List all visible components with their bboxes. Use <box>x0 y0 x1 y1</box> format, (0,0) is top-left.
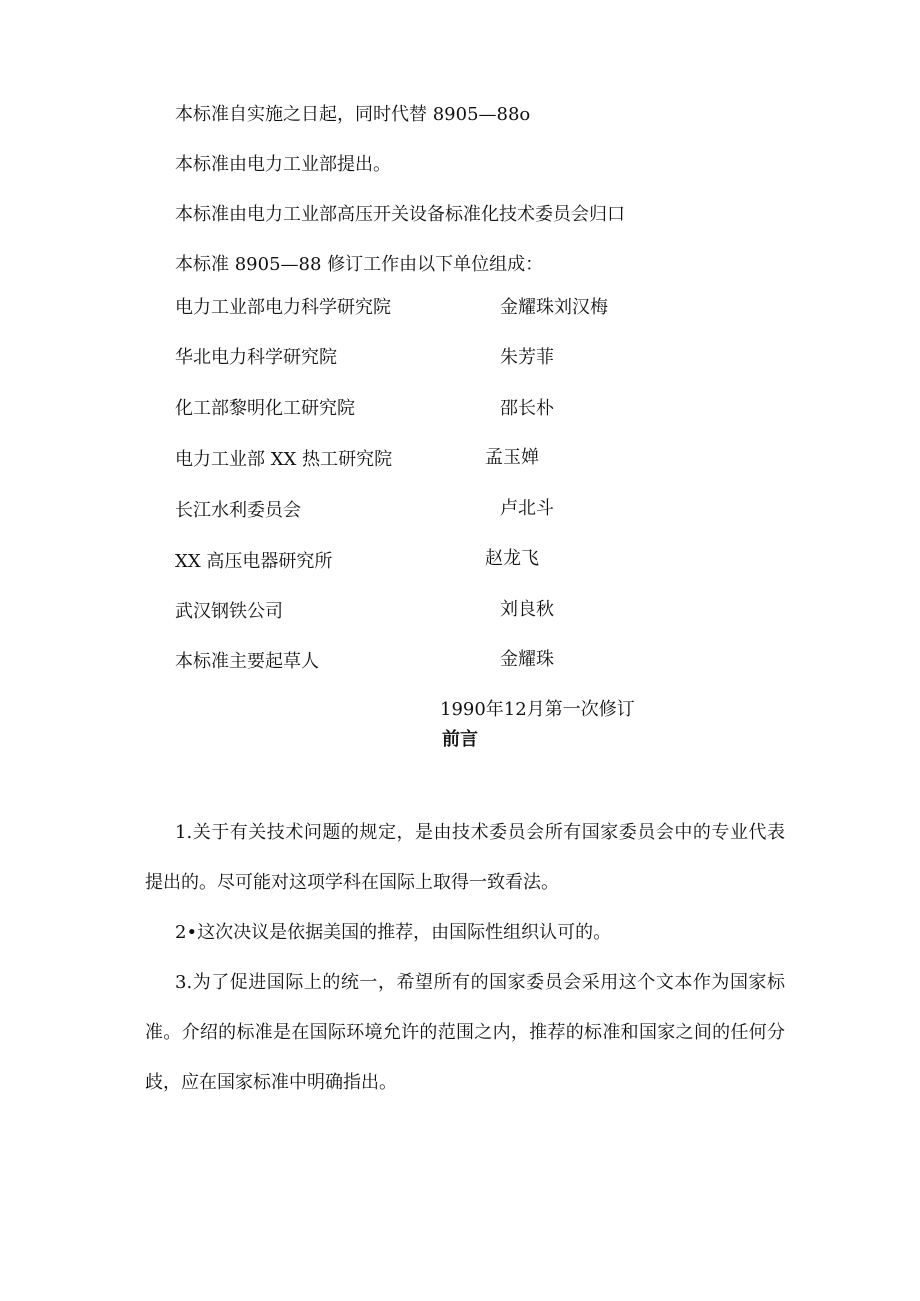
unit-org: XX 高压电器研究所 <box>175 551 333 572</box>
unit-org: 本标准主要起草人 <box>175 651 319 672</box>
preface-paragraph: 1.关于有关技术问题的规定，是由技术委员会所有国家委员会中的专业代表提出的。尽可能对这项学科在国际上取得一致看法。 <box>145 822 785 893</box>
intro-line: 本标准自实施之日起，同时代替 8905—88o <box>175 104 531 125</box>
unit-person: 孟玉婵 <box>485 447 539 468</box>
preface-title: 前言 <box>442 729 478 750</box>
unit-person: 朱芳菲 <box>500 347 554 368</box>
intro-line: 本标准由电力工业部高压开关设备标准化技术委员会归口 <box>175 204 625 225</box>
unit-person: 刘良秋 <box>500 599 554 620</box>
intro-line: 本标准由电力工业部提出。 <box>175 154 391 175</box>
preface-paragraph: 2•这次决议是依据美国的推荐，由国际性组织认可的。 <box>175 922 612 943</box>
unit-person: 邵长朴 <box>500 398 554 419</box>
truncated-revision-line <box>440 698 680 720</box>
unit-org: 长江水利委员会 <box>175 500 301 521</box>
unit-org: 华北电力科学研究院 <box>175 347 337 368</box>
intro-line: 本标准 8905—88 修订工作由以下单位组成： <box>175 254 544 275</box>
unit-person: 卢北斗 <box>500 498 554 519</box>
revision-text: 1990年12月第一次修订 <box>440 699 635 720</box>
unit-org: 武汉钢铁公司 <box>175 601 283 622</box>
unit-org: 化工部黎明化工研究院 <box>175 398 355 419</box>
unit-person: 金耀珠 <box>500 649 554 670</box>
unit-person: 金耀珠刘汉梅 <box>500 297 608 318</box>
unit-person: 赵龙飞 <box>485 548 539 569</box>
unit-org: 电力工业部 XX 热工研究院 <box>175 449 393 470</box>
preface-paragraph: 3.为了促进国际上的统一，希望所有的国家委员会采用这个文本作为国家标准。介绍的标准是在国际环境允许的范围之内，推荐的标准和国家之间的任何分歧，应在国家标准中明确指出。 <box>145 972 785 1093</box>
unit-org: 电力工业部电力科学研究院 <box>175 297 391 318</box>
